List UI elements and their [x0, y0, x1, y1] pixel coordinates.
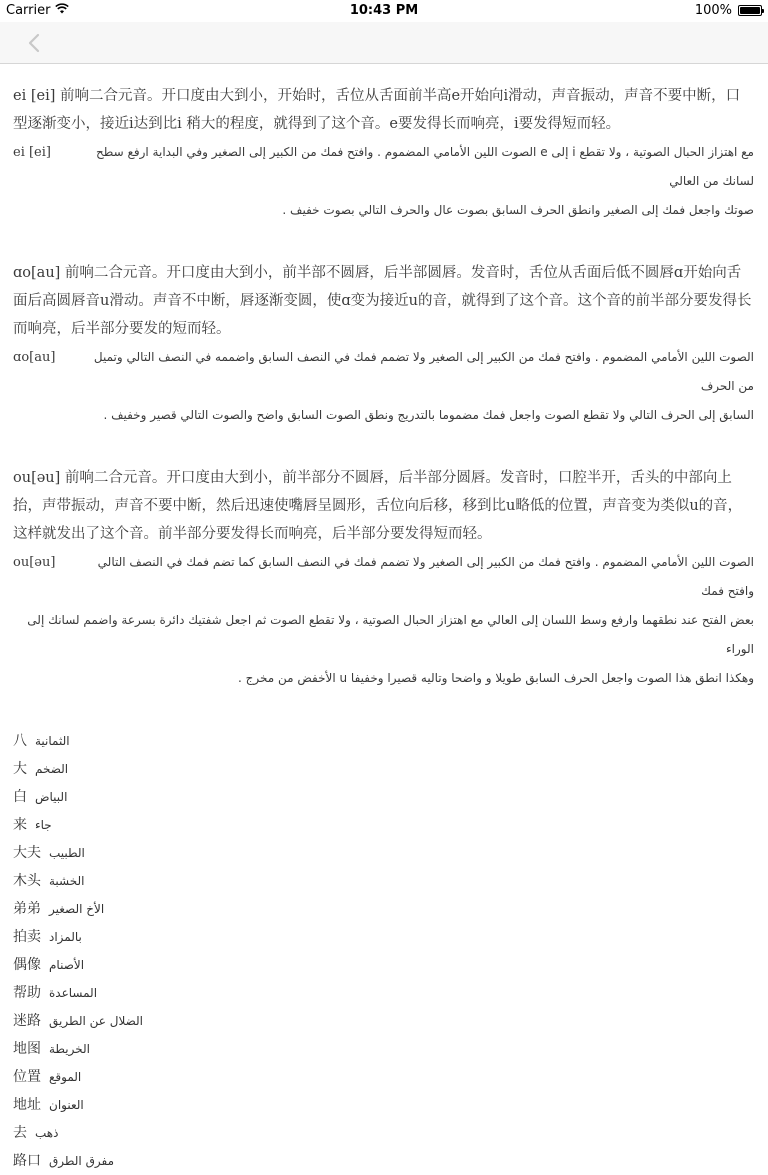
vocab-chinese: 去 [13, 1125, 27, 1141]
vocab-arabic: ذهب [35, 1126, 59, 1140]
vocab-chinese: 位置 [13, 1069, 41, 1085]
chinese-explanation: ou[əu] 前响二合元音。开口度由大到小，前半部分不圆唇，后半部分圆唇。发音时，口腔半开，舌头的中部向上抬，声带振动，声音不要中断，然后迅速使嘴唇呈圆形，舌位向后移，移到比u略低的位置，声音变为类似u的音，这样就发出了这个音。前半部分要发得长而响亮，后半部分要发得短而轻。 [13, 470, 743, 542]
lesson-content[interactable] [0, 64, 768, 1169]
vocab-chinese: 迷路 [13, 1013, 41, 1029]
list-item [13, 923, 754, 951]
ipa-label: ɑo[au] [13, 350, 56, 365]
arabic-explanation-cont: وهكذا انطق هذا الصوت واجعل الحرف السابق طويلا و واضحا وتاليه قصيرا وخفيفا u الأخفض من مخرج . [237, 671, 754, 685]
list-item [13, 755, 754, 783]
list-item [13, 1035, 754, 1063]
vocab-arabic: الأخ الصغير [49, 902, 105, 916]
arabic-line [13, 343, 754, 401]
list-item [13, 1063, 754, 1091]
arabic-line [13, 548, 754, 606]
list-item [13, 1119, 754, 1147]
vocab-arabic: العنوان [49, 1098, 84, 1112]
vocab-chinese: 大夫 [13, 845, 41, 861]
list-item [13, 1147, 754, 1175]
chinese-explanation: ei [ei] 前响二合元音。开口度由大到小，开始时，舌位从舌面前半高e开始向i滑动，声音振动，声音不要中断，口型逐渐变小，接近i达到比i 稍大的程度，就得到了这个音。e要发得长而响亮，i要发得短而轻。 [13, 88, 741, 132]
vocab-arabic: بالمزاد [49, 930, 82, 944]
vocab-arabic: المساعدة [49, 986, 98, 1000]
vocab-arabic: جاء [35, 818, 52, 832]
vocab-arabic: الطبيب [49, 846, 85, 860]
vocab-chinese: 大 [13, 761, 27, 777]
list-item [13, 951, 754, 979]
vocab-chinese: 地图 [13, 1041, 41, 1057]
vocab-chinese: 地址 [13, 1097, 41, 1113]
vocab-arabic: الضخم [35, 762, 69, 776]
vocab-arabic: الثمانية [35, 734, 70, 748]
list-item [13, 727, 754, 755]
vocab-arabic: الخريطة [49, 1042, 90, 1056]
vocab-chinese: 白 [13, 789, 27, 805]
arabic-explanation-cont: السابق إلى الحرف التالي ولا تقطع الصوت واجعل فمك مضموما بالتدريج ونطق الصوت السابق واضح والصوت التالي قصير وخفيف . [103, 408, 754, 422]
arabic-explanation: الصوت اللين الأمامي المضموم . وافتح فمك من الكبير إلى الصغير ولا تضمم فمك في النصف السابق كما تضم فمك في النصف التالي وافتح فمك [97, 555, 754, 598]
entry-ao [13, 259, 754, 430]
vocab-chinese: 来 [13, 817, 27, 833]
vocab-arabic: الخشبة [49, 874, 85, 888]
clock: 10:43 PM [349, 3, 419, 18]
status-bar [0, 0, 768, 22]
ipa-label: ou[əu] [13, 555, 56, 570]
vocab-arabic: الموقع [49, 1070, 82, 1084]
ipa-label: ei [ei] [13, 145, 51, 160]
vocab-chinese: 弟弟 [13, 901, 41, 917]
list-item [13, 783, 754, 811]
battery-icon [738, 5, 762, 16]
arabic-explanation: الصوت اللين الأمامي المضموم . وافتح فمك من الكبير إلى الصغير ولا تضمم فمك في النصف السابق واضممه في النصف التالي وتميل من الحرف [93, 350, 754, 393]
vocab-arabic: الضلال عن الطريق [49, 1014, 144, 1028]
vocab-chinese: 帮助 [13, 985, 41, 1001]
vocabulary-list [13, 727, 754, 1175]
arabic-explanation-cont: صوتك واجعل فمك إلى الصغير وانطق الحرف السابق بصوت عال والحرف التالي بصوت خفيف . [282, 203, 754, 217]
entry-ou [13, 464, 754, 693]
list-item [13, 895, 754, 923]
list-item [13, 979, 754, 1007]
chevron-left-icon [28, 33, 40, 53]
arabic-explanation: مع اهتزاز الحبال الصوتية ، ولا تقطع i إلى e الصوت اللين الأمامي المضموم . وافتح فمك من الكبير إلى الصغير وفي البداية ارفع سطح لسانك من العالي [96, 145, 754, 188]
arabic-line [13, 138, 754, 196]
vocab-arabic: البياض [35, 790, 68, 804]
navigation-bar [0, 22, 768, 64]
list-item [13, 867, 754, 895]
entry-ei [13, 82, 754, 225]
list-item [13, 811, 754, 839]
vocab-arabic: الأصنام [49, 958, 85, 972]
list-item [13, 1091, 754, 1119]
vocab-chinese: 路口 [13, 1153, 41, 1169]
arabic-explanation-cont: بعض الفتح عند نطقهما وارفع وسط اللسان إلى العالي مع اهتزاز الحبال الصوتية ، ولا تقطع الصوت ثم اجعل شفتيك دائرة بسرعة واضمم لسانك إلى الوراء [27, 613, 754, 656]
list-item [13, 839, 754, 867]
battery-percent: 100% [694, 3, 732, 18]
battery-status [695, 3, 762, 18]
back-button[interactable] [22, 31, 46, 55]
vocab-arabic: مفرق الطرق [49, 1154, 115, 1168]
vocab-chinese: 木头 [13, 873, 41, 889]
vocab-chinese: 拍卖 [13, 929, 41, 945]
carrier-label: Carrier [6, 3, 51, 18]
vocab-chinese: 八 [13, 733, 27, 749]
chinese-explanation: ɑo[au] 前响二合元音。开口度由大到小，前半部不圆唇，后半部圆唇。发音时，舌位从舌面后低不圆唇ɑ开始向舌面后高圆唇音u滑动。声音不中断，唇逐渐变圆，使ɑ变为接近u的音，就得到了这个音。这个音的前半部分要发得长而响亮，后半部分要发的短而轻。 [13, 265, 752, 337]
vocab-chinese: 偶像 [13, 957, 41, 973]
list-item [13, 1007, 754, 1035]
